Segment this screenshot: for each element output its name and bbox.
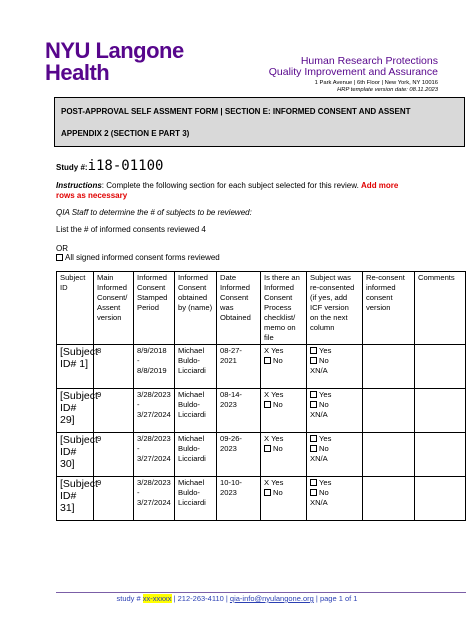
- header-date-obtained: Date Informed Consent was Obtained: [217, 272, 261, 345]
- reconsent-no-label: No: [319, 356, 329, 365]
- or-text: OR: [56, 244, 68, 253]
- checklist-yes-mark[interactable]: X: [264, 346, 270, 355]
- all-signed-label: All signed informed consent forms reviewed: [65, 253, 220, 262]
- consent-review-table: [56, 271, 466, 521]
- header-address: 1 Park Avenue | 6th Floor | New York, NY 10016: [314, 80, 438, 86]
- obtained-by[interactable]: Michael Buldo-Licciardi: [175, 345, 217, 389]
- header-stamped-period: Informed Consent Stamped Period: [134, 272, 175, 345]
- reconsent-version[interactable]: [363, 345, 415, 389]
- reconsent-yes-label: Yes: [319, 478, 332, 487]
- reconsent-version[interactable]: [363, 477, 415, 521]
- reconsent-yes-checkbox[interactable]: [310, 479, 317, 486]
- reconsent-no-checkbox[interactable]: [310, 357, 317, 364]
- logo-line2: Health: [45, 60, 110, 85]
- reconsent-na-label: N/A: [315, 410, 328, 419]
- date-obtained[interactable]: 09-26-2023: [217, 433, 261, 477]
- checklist-no-label: No: [273, 488, 283, 497]
- checklist-yes-label: Yes: [271, 478, 284, 487]
- reconsent-na-mark[interactable]: X: [310, 498, 316, 507]
- checklist-no-label: No: [273, 356, 283, 365]
- header-checklist: Is there an Informed Consent Process checklist/ memo on file: [261, 272, 307, 345]
- checklist-cell: [261, 433, 307, 477]
- table-header-row: [57, 272, 466, 345]
- consent-version[interactable]: 9: [94, 477, 134, 521]
- checklist-cell: [261, 345, 307, 389]
- stamped-period[interactable]: 8/9/2018 - 8/8/2019: [134, 345, 175, 389]
- reconsent-na-label: N/A: [315, 498, 328, 507]
- stamped-period[interactable]: 3/28/2023 - 3/27/2024: [134, 477, 175, 521]
- comments[interactable]: [415, 389, 466, 433]
- reconsent-yes-checkbox[interactable]: [310, 347, 317, 354]
- checklist-yes-label: Yes: [271, 434, 284, 443]
- checklist-no-checkbox[interactable]: [264, 357, 271, 364]
- checklist-cell: [261, 477, 307, 521]
- table-row: [57, 477, 466, 521]
- reconsent-no-label: No: [319, 488, 329, 497]
- footer-email-link[interactable]: qia-info@nyulangone.org: [229, 594, 314, 603]
- checklist-yes-label: Yes: [271, 346, 284, 355]
- checklist-yes-mark[interactable]: X: [264, 434, 270, 443]
- reconsent-na-mark[interactable]: X: [310, 454, 316, 463]
- header-version: Main Informed Consent/ Assent version: [94, 272, 134, 345]
- reconsent-yes-checkbox[interactable]: [310, 435, 317, 442]
- reconsent-na-mark[interactable]: X: [310, 410, 316, 419]
- footer-divider: [56, 592, 466, 593]
- stamped-period[interactable]: 3/28/2023 - 3/27/2024: [134, 389, 175, 433]
- comments[interactable]: [415, 477, 466, 521]
- footer-page: | page 1 of 1: [313, 594, 358, 603]
- reconsent-no-checkbox[interactable]: [310, 445, 317, 452]
- reconsent-cell: [307, 345, 363, 389]
- reconsent-yes-label: Yes: [319, 346, 332, 355]
- header-title2: Quality Improvement and Assurance: [268, 66, 438, 78]
- consent-version[interactable]: 8: [94, 345, 134, 389]
- consent-version[interactable]: 9: [94, 389, 134, 433]
- study-number-value[interactable]: i18-01100: [87, 158, 164, 174]
- form-title-line1: POST-APPROVAL SELF ASSMENT FORM | SECTION E: INFORMED CONSENT AND ASSENT: [61, 107, 411, 116]
- obtained-by[interactable]: Michael Buldo-Licciardi: [175, 433, 217, 477]
- table-row: [57, 433, 466, 477]
- reconsent-no-label: No: [319, 400, 329, 409]
- checklist-cell: [261, 389, 307, 433]
- stamped-period[interactable]: 3/28/2023 - 3/27/2024: [134, 433, 175, 477]
- reconsent-version[interactable]: [363, 389, 415, 433]
- table-row: [57, 389, 466, 433]
- subject-id[interactable]: [Subject ID# 1]: [57, 345, 94, 389]
- checklist-no-label: No: [273, 400, 283, 409]
- date-obtained[interactable]: 08-27-2021: [217, 345, 261, 389]
- header-version: HRP template version date: 08.11.2023: [337, 87, 438, 93]
- subject-id[interactable]: [Subject ID# 31]: [57, 477, 94, 521]
- reconsent-no-label: No: [319, 444, 329, 453]
- checklist-no-checkbox[interactable]: [264, 401, 271, 408]
- reconsent-no-checkbox[interactable]: [310, 401, 317, 408]
- instructions-text: : Complete the following section for each subject selected for this review.: [101, 181, 362, 190]
- comments[interactable]: [415, 433, 466, 477]
- date-obtained[interactable]: 10-10-2023: [217, 477, 261, 521]
- subject-id[interactable]: [Subject ID# 29]: [57, 389, 94, 433]
- checklist-no-checkbox[interactable]: [264, 489, 271, 496]
- qia-text: QIA Staff to determine the # of subjects to be reviewed:: [56, 208, 252, 217]
- reconsent-yes-checkbox[interactable]: [310, 391, 317, 398]
- form-title-line2: APPENDIX 2 (SECTION E PART 3): [61, 129, 190, 138]
- instructions-red: Add more rows as necessary: [56, 181, 399, 200]
- logo-line1: NYU Langone: [45, 38, 184, 63]
- reconsent-na-label: N/A: [315, 454, 328, 463]
- header-obtained-by: Informed Consent obtained by (name): [175, 272, 217, 345]
- footer-phone: | 212-263-4110 |: [171, 594, 230, 603]
- all-signed-checkbox[interactable]: [56, 254, 63, 261]
- nyu-langone-logo: [45, 40, 184, 84]
- study-label: Study #:: [56, 163, 88, 172]
- checklist-no-checkbox[interactable]: [264, 445, 271, 452]
- reconsent-no-checkbox[interactable]: [310, 489, 317, 496]
- page-footer: [0, 594, 474, 603]
- reconsent-na-mark[interactable]: X: [310, 366, 316, 375]
- instructions-label: Instructions: [56, 181, 102, 190]
- study-number: [56, 158, 163, 174]
- header-title1: Human Research Protections: [300, 55, 438, 67]
- reconsent-cell: [307, 477, 363, 521]
- reconsent-yes-label: Yes: [319, 434, 332, 443]
- subject-id[interactable]: [Subject ID# 30]: [57, 433, 94, 477]
- comments[interactable]: [415, 345, 466, 389]
- checklist-yes-mark[interactable]: X: [264, 390, 270, 399]
- consent-version[interactable]: 9: [94, 433, 134, 477]
- form-title-box: [54, 97, 465, 147]
- header-reconsented: Subject was re-consented (if yes, add ICF version on the next column: [307, 272, 363, 345]
- checklist-no-label: No: [273, 444, 283, 453]
- header-comments: Comments: [415, 272, 466, 345]
- table-row: [57, 345, 466, 389]
- checklist-yes-mark[interactable]: X: [264, 478, 270, 487]
- all-signed-option[interactable]: [56, 253, 220, 263]
- date-obtained[interactable]: 08-14-2023: [217, 389, 261, 433]
- reconsent-na-label: N/A: [315, 366, 328, 375]
- obtained-by[interactable]: Michael Buldo-Licciardi: [175, 477, 217, 521]
- footer-prefix: study #: [116, 594, 143, 603]
- footer-study-placeholder[interactable]: xx-xxxxx: [142, 594, 172, 603]
- header-reconsent-version: Re-consent informed consent version: [363, 272, 415, 345]
- obtained-by[interactable]: Michael Buldo-Licciardi: [175, 389, 217, 433]
- department-header: [269, 56, 438, 94]
- reconsent-cell: [307, 389, 363, 433]
- reconsent-version[interactable]: [363, 433, 415, 477]
- header-subject-id: Subject ID: [57, 272, 94, 345]
- reconsent-cell: [307, 433, 363, 477]
- checklist-yes-label: Yes: [271, 390, 284, 399]
- instructions: [56, 181, 416, 201]
- reconsent-yes-label: Yes: [319, 390, 332, 399]
- list-count-text[interactable]: List the # of informed consents reviewed 4: [56, 225, 206, 234]
